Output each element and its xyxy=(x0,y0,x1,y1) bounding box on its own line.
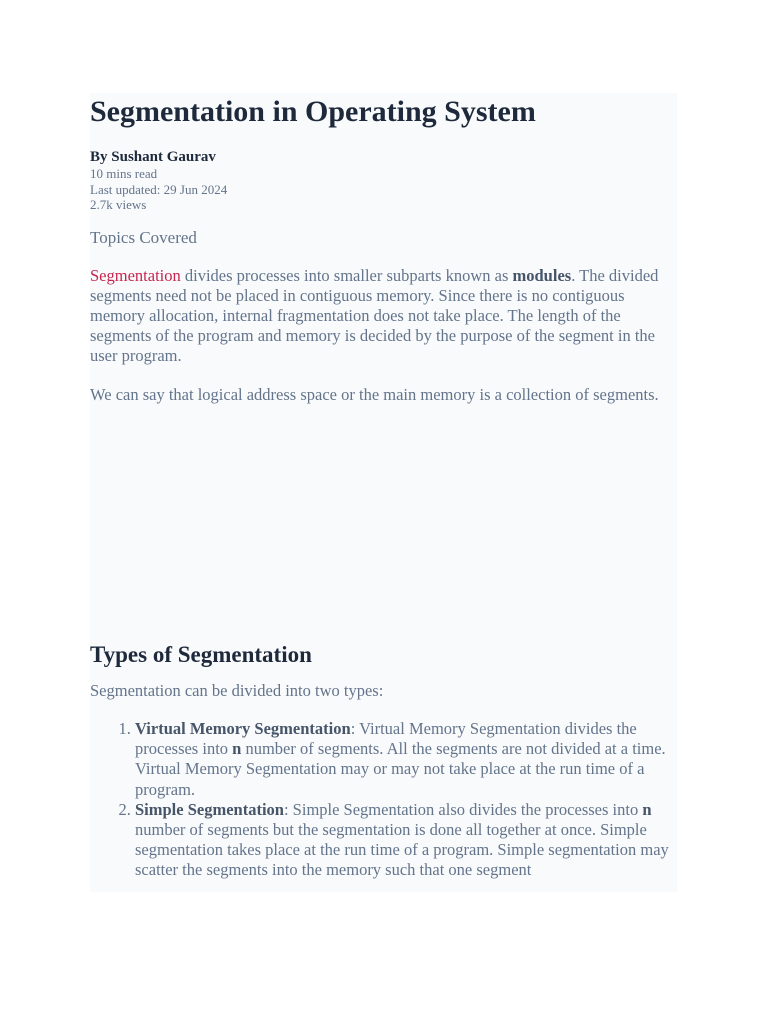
read-time: 10 mins read xyxy=(90,166,158,181)
last-updated: Last updated: 29 Jun 2024 xyxy=(90,181,228,197)
intro-paragraph xyxy=(90,266,677,367)
intro-text-1: divides processes into smaller subparts known as xyxy=(180,265,513,285)
type-name: Simple Segmentation xyxy=(135,799,284,819)
type-text-2: number of segments but the segmentation is done all together at once. Simple segmentation takes place at the run time of a program. Simple segmentation may scatter the segments into the memory such that one segment xyxy=(135,819,669,880)
segmentation-link[interactable]: Segmentation xyxy=(90,265,181,285)
list-item xyxy=(135,800,677,881)
modules-term: modules xyxy=(512,265,572,285)
type-name: Virtual Memory Segmentation xyxy=(135,718,351,738)
page-title: Segmentation in Operating System xyxy=(90,95,536,128)
blank-media-area xyxy=(90,405,677,641)
type-text-1: : Virtual Memory Segmentation divides the processes into xyxy=(135,718,637,759)
type-text-1: : Simple Segmentation also divides the processes into xyxy=(283,799,643,819)
type-text-2: number of segments. All the segments are not divided at a time. Virtual Memory Segmentation may or may not take place at the run time of a program. xyxy=(135,739,666,799)
types-intro: Segmentation can be divided into two types: xyxy=(90,680,384,700)
author-name[interactable]: By Sushant Gaurav xyxy=(90,149,216,165)
list-item xyxy=(135,719,677,800)
logical-address-paragraph: We can say that logical address space or the main memory is a collection of segments. xyxy=(90,384,659,404)
types-list xyxy=(90,719,677,881)
types-heading: Types of Segmentation xyxy=(90,641,312,667)
topics-covered-toggle[interactable]: Topics Covered xyxy=(90,227,197,247)
intro-text-2: . The divided segments need not be placed in contiguous memory. Since there is no contiguous memory allocation, internal fragmentation does not take place. The length of the segments of the program and memory is decided by the purpose of the segment in the user program. xyxy=(90,265,659,366)
n-term: n xyxy=(642,799,652,819)
article-content xyxy=(90,93,677,892)
view-count: 2.7k views xyxy=(90,197,147,212)
n-term: n xyxy=(232,739,242,759)
